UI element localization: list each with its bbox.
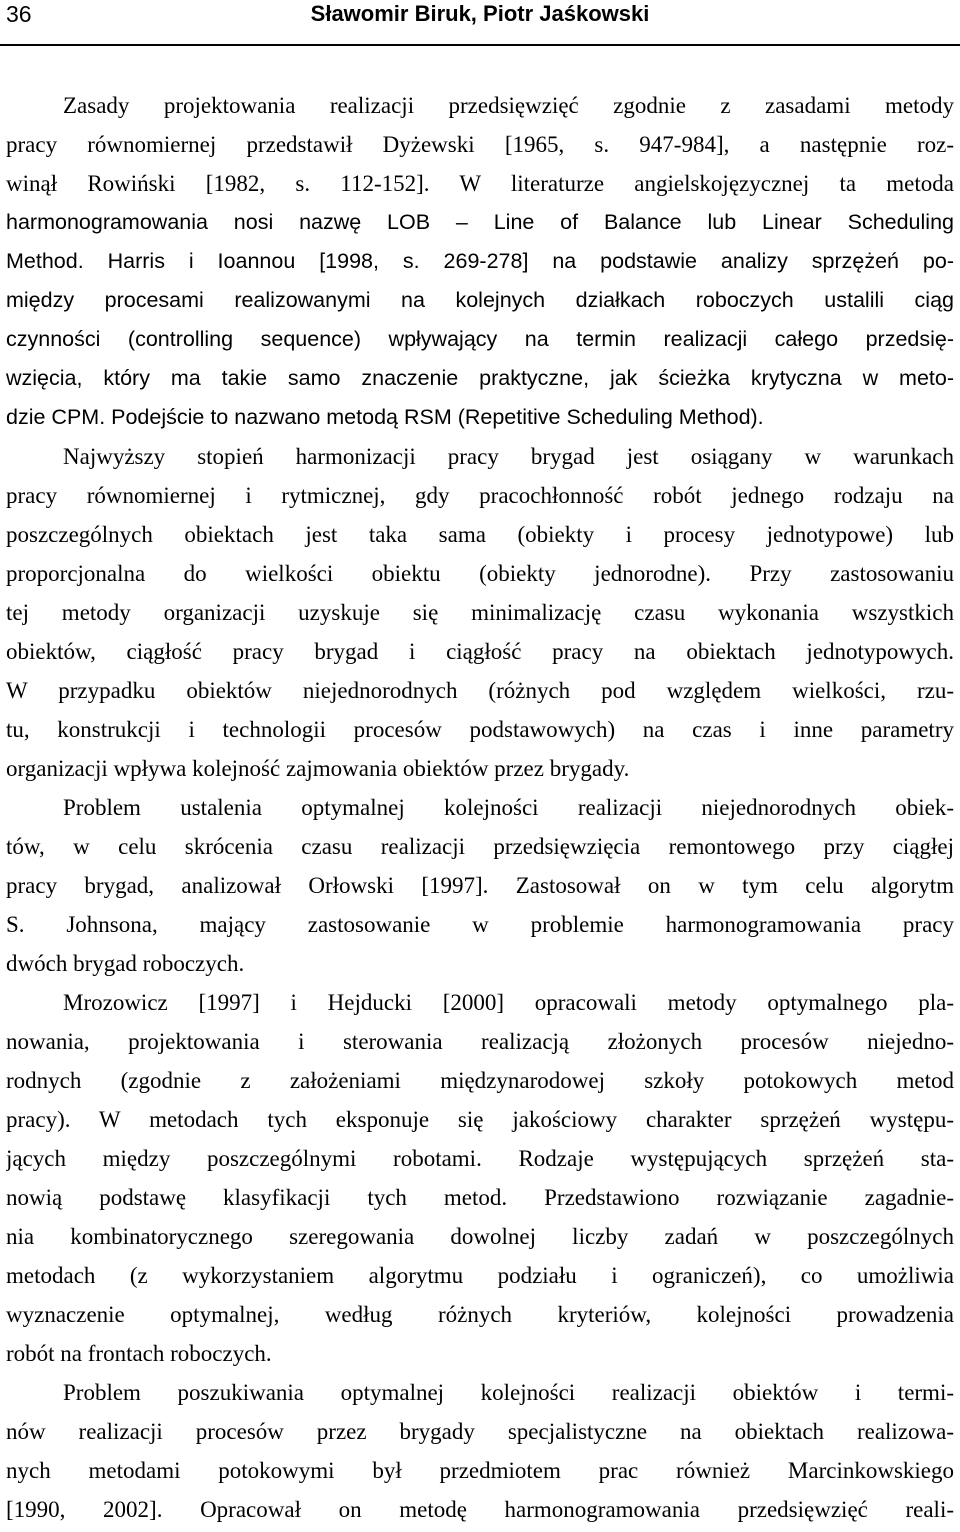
text-line: pracy równomiernej i rytmicznej, gdy pracochłonność robót jednego rodzaju na <box>6 483 954 508</box>
text-line: Najwyższy stopień harmonizacji pracy brygad jest osiągany w warunkach <box>63 444 954 469</box>
text-line: pracy brygad, analizował Orłowski [1997]. Zastosował on w tym celu algorytm <box>6 873 954 898</box>
text-line: nych metodami potokowymi był przedmiotem prac również Marcinkowskiego <box>6 1458 954 1483</box>
text-line: S. Johnsona, mający zastosowanie w problemie harmonogramowania pracy <box>6 912 954 937</box>
text-line: harmonogramowania nosi nazwę LOB – Line of Balance lub Linear Scheduling <box>6 210 954 234</box>
text-line: nowią podstawę klasyfikacji tych metod. Przedstawiono rozwiązanie zagadnie- <box>6 1185 954 1210</box>
text-line: Method. Harris i Ioannou [1998, s. 269-278] na podstawie analizy sprzężeń po- <box>6 249 954 273</box>
text-line: [1990, 2002]. Opracował on metodę harmonogramowania przedsięwzięć reali- <box>6 1497 954 1522</box>
text-line: czynności (controlling sequence) wpływający na termin realizacji całego przedsię- <box>6 327 954 351</box>
page-number: 36 <box>6 1 32 27</box>
text-line: dwóch brygad roboczych. <box>6 951 245 976</box>
text-line: dzie CPM. Podejście to nazwano metodą RSM (Repetitive Scheduling Method). <box>6 405 764 429</box>
text-line: między procesami realizowanymi na kolejnych działkach roboczych ustalili ciąg <box>6 288 954 312</box>
text-line: wyznaczenie optymalnej, według różnych kryteriów, kolejności prowadzenia <box>6 1302 954 1327</box>
page-header <box>0 0 960 46</box>
text-line: obiektów, ciągłość pracy brygad i ciągłość pracy na obiektach jednotypowych. <box>6 639 954 664</box>
text-line: pracy). W metodach tych eksponuje się jakościowy charakter sprzężeń występu- <box>6 1107 954 1132</box>
text-line: rodnych (zgodnie z założeniami międzynarodowej szkoły potokowych metod <box>6 1068 954 1093</box>
text-line: tów, w celu skrócenia czasu realizacji przedsięwzięcia remontowego przy ciągłej <box>6 834 954 859</box>
text-line: proporcjonalna do wielkości obiektu (obiekty jednorodne). Przy zastosowaniu <box>6 561 954 586</box>
body-text <box>6 86 954 1529</box>
running-head-authors: Sławomir Biruk, Piotr Jaśkowski <box>310 1 650 26</box>
text-line: tej metody organizacji uzyskuje się minimalizację czasu wykonania wszystkich <box>6 600 954 625</box>
text-line: metodach (z wykorzystaniem algorytmu podziału i ograniczeń), co umożliwia <box>6 1263 954 1288</box>
text-line: tu, konstrukcji i technologii procesów podstawowych) na czas i inne parametry <box>6 717 954 742</box>
text-line: Mrozowicz [1997] i Hejducki [2000] opracowali metody optymalnego pla- <box>63 990 954 1015</box>
text-line: winął Rowiński [1982, s. 112-152]. W literaturze angielskojęzycznej ta metoda <box>6 171 954 196</box>
text-line: nów realizacji procesów przez brygady specjalistyczne na obiektach realizowa- <box>6 1419 954 1444</box>
text-line: organizacji wpływa kolejność zajmowania obiektów przez brygady. <box>6 756 630 781</box>
text-line: Problem ustalenia optymalnej kolejności realizacji niejednorodnych obiek- <box>63 795 954 820</box>
text-line: pracy równomiernej przedstawił Dyżewski [1965, s. 947-984], a następnie roz- <box>6 132 954 157</box>
text-line: wzięcia, który ma takie samo znaczenie praktyczne, jak ścieżka krytyczna w meto- <box>6 366 954 390</box>
text-line: Zasady projektowania realizacji przedsięwzięć zgodnie z zasadami metody <box>63 93 954 118</box>
text-line: W przypadku obiektów niejednorodnych (różnych pod względem wielkości, rzu- <box>6 678 954 703</box>
text-line: robót na frontach roboczych. <box>6 1341 272 1366</box>
text-line: Problem poszukiwania optymalnej kolejności realizacji obiektów i termi- <box>63 1380 954 1405</box>
text-line: nia kombinatorycznego szeregowania dowolnej liczby zadań w poszczególnych <box>6 1224 954 1249</box>
text-line: nowania, projektowania i sterowania realizacją złożonych procesów niejedno- <box>6 1029 954 1054</box>
text-line: poszczególnych obiektach jest taka sama (obiekty i procesy jednotypowe) lub <box>6 522 954 547</box>
text-line: jących między poszczególnymi robotami. Rodzaje występujących sprzężeń sta- <box>6 1146 954 1171</box>
